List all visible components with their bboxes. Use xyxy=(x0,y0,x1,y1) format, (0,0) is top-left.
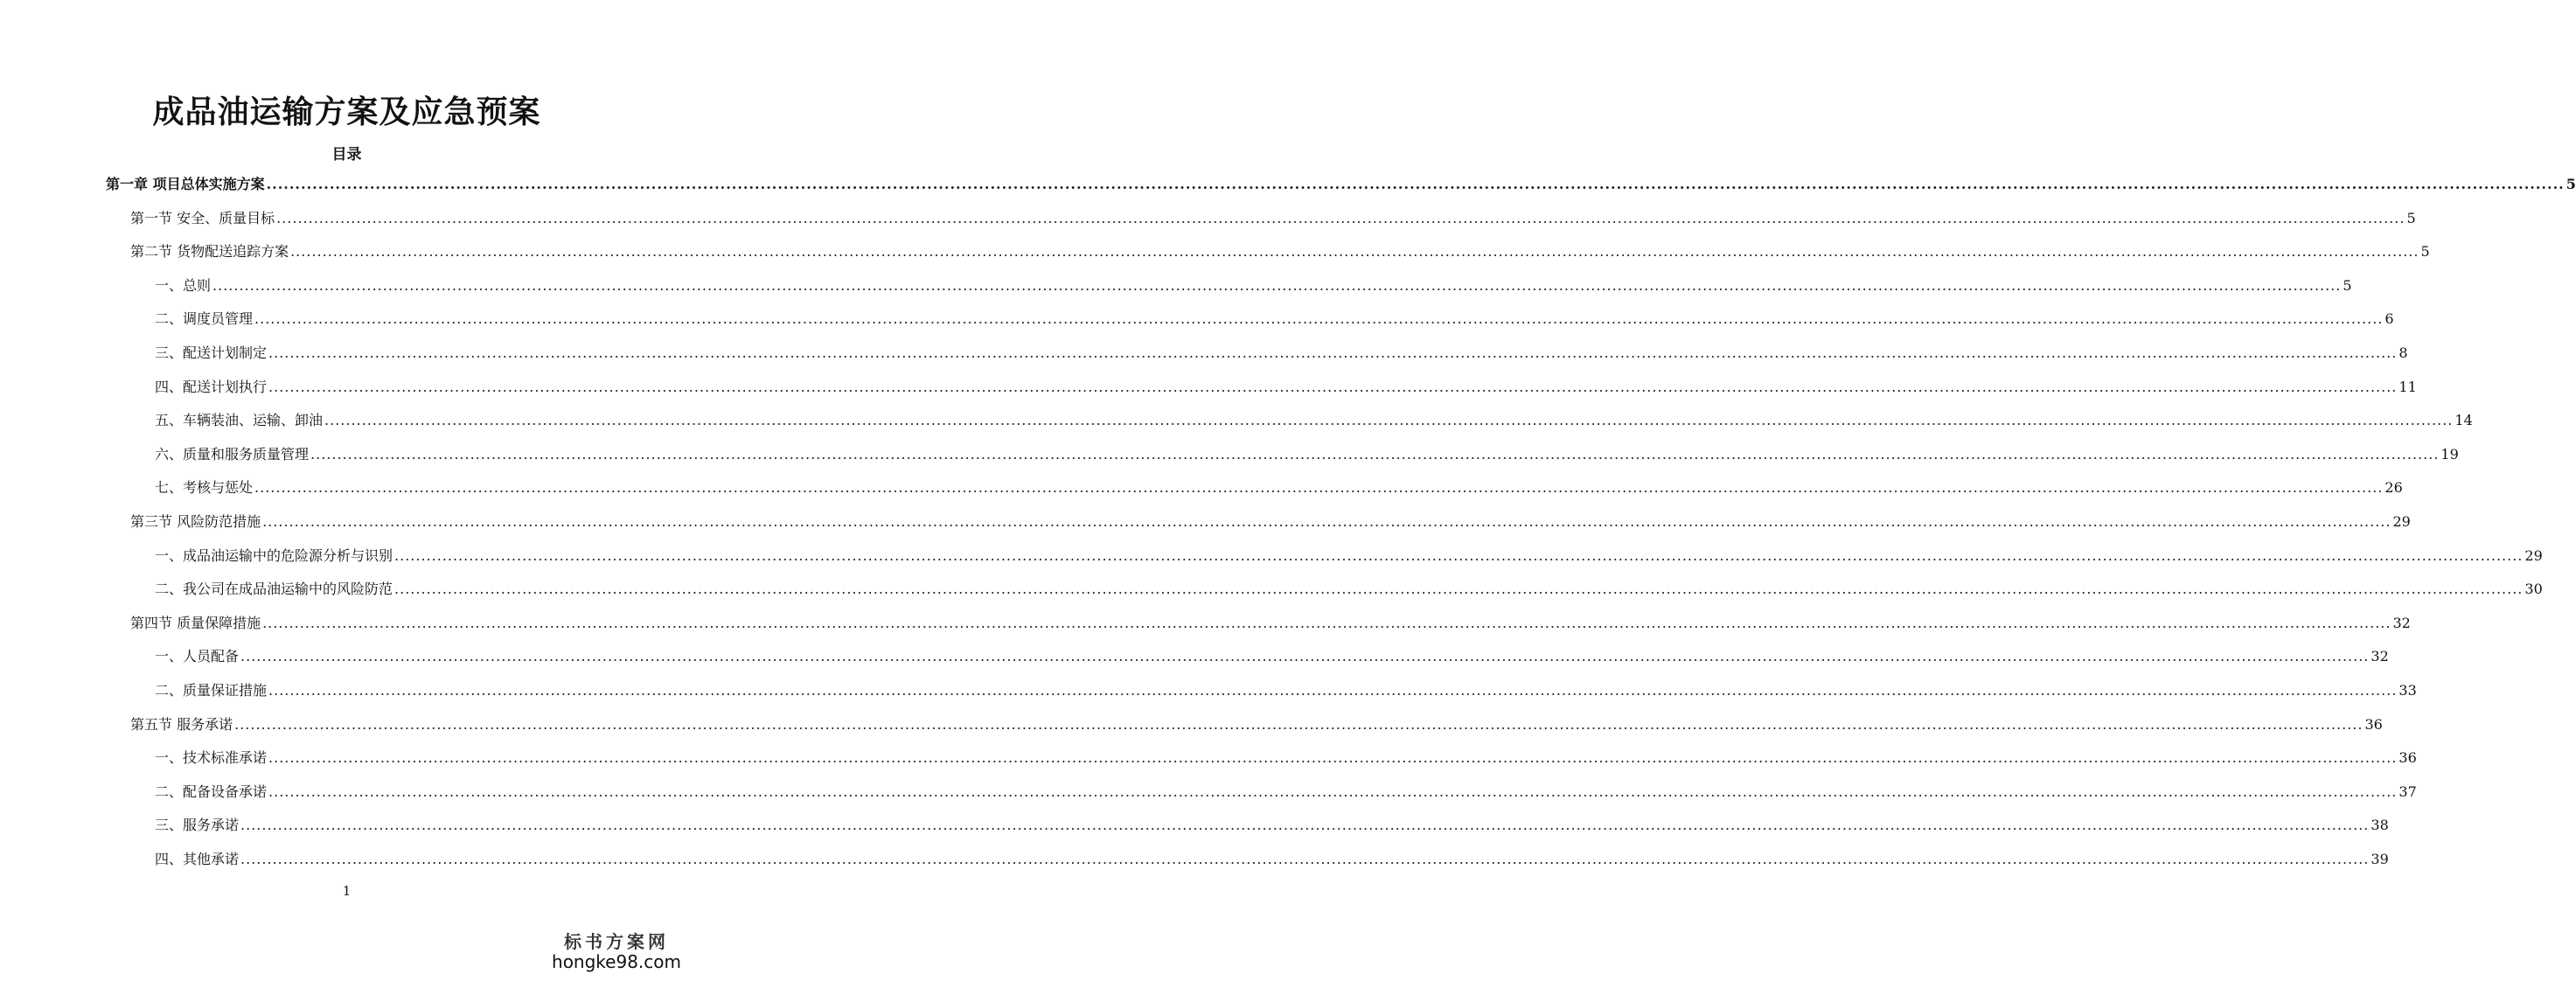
toc-entry-page: 33 xyxy=(2398,682,2417,699)
toc-entry-page: 29 xyxy=(2392,513,2411,530)
toc-entry[interactable] xyxy=(155,779,2417,805)
page-number: 1 xyxy=(342,883,352,899)
toc-entry-page: 36 xyxy=(2398,749,2417,767)
toc-dot-leader: ................................................................................................................................................................................................................................................................................................................................................................................................................ xyxy=(324,412,2454,429)
toc-entry[interactable] xyxy=(155,374,2417,400)
toc-entry-page: 14 xyxy=(2454,412,2473,429)
toc-dot-leader: ................................................................................................................................................................................................................................................................................................................................................................................................................ xyxy=(240,648,2370,665)
toc-entry[interactable] xyxy=(155,745,2417,771)
toc-entry-page: 5 xyxy=(2566,176,2576,192)
watermark-url-text: hongke98.com xyxy=(552,951,681,972)
toc-entry-label: 第五节 服务承诺 xyxy=(130,715,233,733)
toc-entry-label: 第二节 货物配送追踪方案 xyxy=(130,243,289,261)
toc-dot-leader: ................................................................................................................................................................................................................................................................................................................................................................................................................ xyxy=(310,445,2440,463)
toc-entry[interactable] xyxy=(155,644,2389,670)
toc-dot-leader: ................................................................................................................................................................................................................................................................................................................................................................................................................ xyxy=(394,546,2524,564)
toc-dot-leader: ................................................................................................................................................................................................................................................................................................................................................................................................................ xyxy=(268,749,2398,767)
toc-entry[interactable] xyxy=(155,475,2403,501)
toc-entry-label: 四、其他承诺 xyxy=(155,851,240,867)
toc-entry[interactable] xyxy=(155,340,2408,366)
toc-entry-label: 六、质量和服务质量管理 xyxy=(155,445,310,463)
toc-entry-label: 七、考核与惩处 xyxy=(155,479,254,497)
toc-entry-page: 36 xyxy=(2364,715,2383,733)
toc-dot-leader: ................................................................................................................................................................................................................................................................................................................................................................................................................ xyxy=(394,581,2524,598)
toc-dot-leader: ................................................................................................................................................................................................................................................................................................................................................................................................................ xyxy=(240,851,2370,867)
toc-dot-leader: ................................................................................................................................................................................................................................................................................................................................................................................................................ xyxy=(276,209,2405,226)
toc-entry-label: 一、人员配备 xyxy=(155,648,240,665)
toc-entry[interactable] xyxy=(155,306,2394,332)
toc-entry-page: 32 xyxy=(2371,648,2389,665)
toc-entry-page: 6 xyxy=(2385,310,2394,328)
toc-dot-leader: ................................................................................................................................................................................................................................................................................................................................................................................................................ xyxy=(234,715,2364,733)
watermark-logo xyxy=(552,932,681,972)
toc-entry-page: 5 xyxy=(2343,276,2352,294)
toc-dot-leader: ................................................................................................................................................................................................................................................................................................................................................................................................................ xyxy=(290,243,2419,261)
toc-entry-page: 37 xyxy=(2398,783,2417,800)
toc-entry-label: 一、总则 xyxy=(155,276,212,294)
document-title: 成品油运输方案及应急预案 xyxy=(152,94,541,130)
toc-entry-page: 39 xyxy=(2371,851,2389,867)
toc-entry-page: 30 xyxy=(2524,581,2543,598)
toc-dot-leader: ................................................................................................................................................................................................................................................................................................................................................................................................................ xyxy=(268,378,2398,395)
toc-entry-page: 8 xyxy=(2398,344,2408,361)
toc-entry[interactable] xyxy=(130,509,2411,535)
toc-entry[interactable] xyxy=(130,205,2416,232)
toc-entry-label: 五、车辆装油、运输、卸油 xyxy=(155,412,324,429)
toc-entry[interactable] xyxy=(155,812,2389,838)
toc-entry-label: 二、质量保证措施 xyxy=(155,682,268,699)
toc-dot-leader: ................................................................................................................................................................................................................................................................................................................................................................................................................ xyxy=(268,344,2398,361)
toc-entry[interactable] xyxy=(155,407,2473,434)
toc-dot-leader: ................................................................................................................................................................................................................................................................................................................................................................................................................ xyxy=(240,817,2370,834)
toc-dot-leader: ................................................................................................................................................................................................................................................................................................................................................................................................................ xyxy=(254,310,2384,328)
toc-entry-page: 38 xyxy=(2371,817,2389,834)
toc-entry[interactable] xyxy=(155,678,2417,704)
toc-entry-page: 5 xyxy=(2420,243,2430,261)
toc-dot-leader: ................................................................................................................................................................................................................................................................................................................................................................................................................ xyxy=(212,276,2342,294)
toc-entry-label: 第三节 风险防范措施 xyxy=(130,513,261,530)
toc-entry-label: 第一章 项目总体实施方案 xyxy=(106,176,265,192)
toc-entry[interactable] xyxy=(130,610,2411,637)
toc-entry[interactable] xyxy=(130,712,2383,738)
toc-entry-label: 二、配备设备承诺 xyxy=(155,783,268,800)
toc-dot-leader: ................................................................................................................................................................................................................................................................................................................................................................................................................ xyxy=(254,479,2384,497)
toc-dot-leader: ................................................................................................................................................................................................................................................................................................................................................................................................................ xyxy=(268,682,2398,699)
toc-entry-label: 一、技术标准承诺 xyxy=(155,749,268,767)
toc-entry[interactable] xyxy=(155,543,2543,569)
toc-dot-leader: ................................................................................................................................................................................................................................................................................................................................................................................................................ xyxy=(262,614,2392,631)
toc-entry-label: 第一节 安全、质量目标 xyxy=(130,209,275,226)
toc-entry-label: 第四节 质量保障措施 xyxy=(130,614,261,631)
toc-entry-label: 二、调度员管理 xyxy=(155,310,254,328)
toc-entry-label: 二、我公司在成品油运输中的风险防范 xyxy=(155,581,393,598)
toc-entry-page: 11 xyxy=(2398,378,2417,395)
toc-entry-label: 三、配送计划制定 xyxy=(155,344,268,361)
toc-dot-leader: ................................................................................................................................................................................................................................................................................................................................................................................................................ xyxy=(262,513,2392,530)
toc-dot-leader: ................................................................................................................................................................................................................................................................................................................................................................................................................ xyxy=(268,783,2398,800)
toc-entry[interactable] xyxy=(155,846,2389,873)
toc-entry[interactable] xyxy=(155,576,2543,602)
toc-entry[interactable] xyxy=(155,442,2459,468)
toc-entry-label: 三、服务承诺 xyxy=(155,817,240,834)
toc-entry-page: 5 xyxy=(2406,209,2416,226)
toc-entry-page: 29 xyxy=(2524,546,2543,564)
toc-dot-leader: ................................................................................................................................................................................................................................................................................................................................................................................................................ xyxy=(266,176,2565,192)
toc-entry[interactable] xyxy=(155,273,2352,299)
toc-entry-page: 26 xyxy=(2385,479,2403,497)
toc-entry-page: 19 xyxy=(2440,445,2459,463)
toc-entry[interactable] xyxy=(130,239,2430,265)
toc-entry-label: 四、配送计划执行 xyxy=(155,378,268,395)
toc-heading: 目录 xyxy=(331,146,362,164)
toc-entry[interactable] xyxy=(106,171,2576,198)
watermark-cn-text: 标书方案网 xyxy=(564,931,669,952)
toc-entry-label: 一、成品油运输中的危险源分析与识别 xyxy=(155,546,393,564)
toc-entry-page: 32 xyxy=(2392,614,2411,631)
